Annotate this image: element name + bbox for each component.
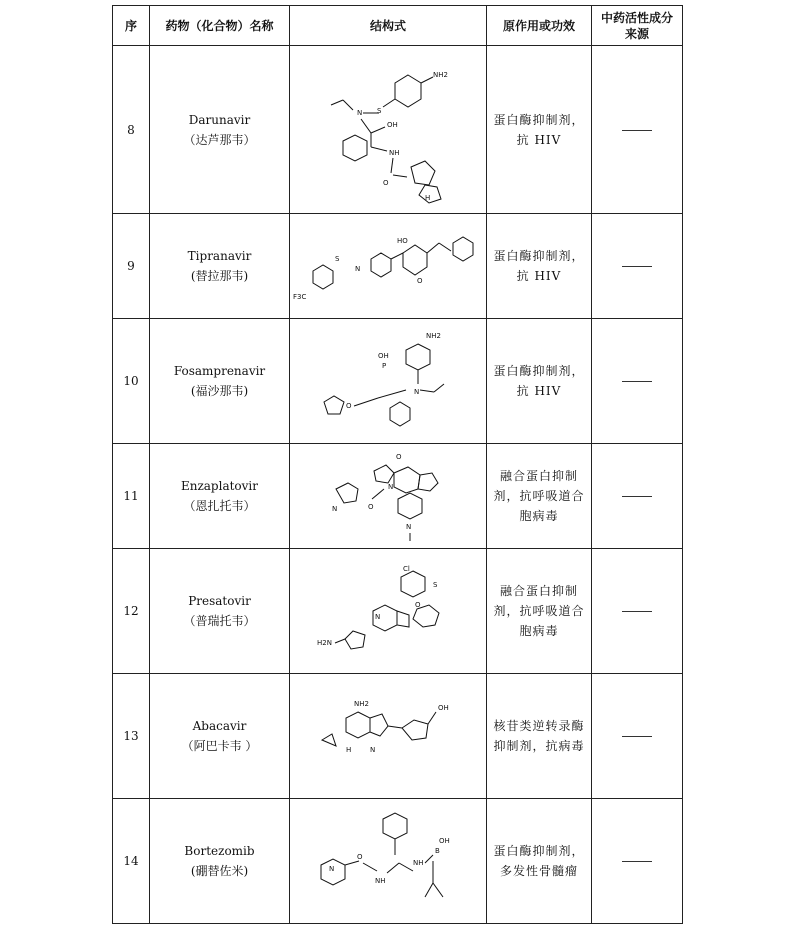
- atom-label: OH: [438, 704, 449, 712]
- atom-label: N: [332, 504, 338, 513]
- table-row: [113, 549, 683, 674]
- structure-cell: [290, 319, 487, 444]
- atom-label: S: [377, 106, 382, 115]
- structure-image: [293, 231, 483, 301]
- atom-label: NH2: [354, 700, 369, 708]
- atom-label: N: [357, 108, 363, 117]
- atom-label: N: [375, 613, 381, 621]
- atom-label: NH2: [426, 332, 441, 340]
- drug-name-cn: （达芦那韦）: [183, 132, 256, 147]
- atom-label: O: [415, 601, 421, 609]
- structure-cell: [290, 46, 487, 214]
- effect-cell: [487, 46, 592, 214]
- atom-label: N: [329, 865, 335, 873]
- drug-name-cn: (替拉那韦): [190, 269, 249, 283]
- atom-label: NH: [413, 859, 424, 867]
- effect-text: 蛋白酶抑制剂，抗 HIV: [493, 364, 585, 398]
- effect-text: 核苷类逆转录酶抑制剂，抗病毒: [493, 719, 585, 753]
- drug-name-cn: (硼替佐米): [190, 864, 249, 878]
- row-number: 9: [113, 214, 150, 319]
- drug-name-cell: [150, 549, 290, 674]
- drug-name-cn: （阿巴卡韦 ）: [181, 739, 258, 753]
- tcm-cell: [592, 46, 683, 214]
- atom-label: O: [396, 452, 402, 461]
- drug-name-en: Fosamprenavir: [173, 364, 266, 378]
- drug-name-en: Presatovir: [188, 594, 251, 608]
- atom-label: NH: [375, 877, 386, 885]
- tcm-cell: [592, 319, 683, 444]
- structure-image: [328, 449, 448, 544]
- atom-label: Cl: [403, 565, 410, 573]
- drug-name-cell: [150, 46, 290, 214]
- atom-label: O: [357, 853, 363, 861]
- effect-cell: [487, 549, 592, 674]
- table-row: [113, 214, 683, 319]
- structure-image: [318, 326, 458, 436]
- effect-cell: [487, 674, 592, 799]
- atom-label: NH2: [433, 70, 448, 79]
- header-name: 药物（化合物）名称: [150, 6, 290, 46]
- empty-dash: [622, 266, 652, 267]
- effect-text: 蛋白酶抑制剂，抗 HIV: [493, 112, 585, 147]
- empty-dash: [622, 496, 652, 497]
- atom-label: F3C: [293, 293, 307, 301]
- structure-image: [313, 811, 463, 911]
- atom-label: OH: [387, 120, 398, 129]
- atom-label: N: [406, 522, 412, 531]
- drug-name-cell: [150, 444, 290, 549]
- effect-cell: [487, 319, 592, 444]
- table-row: [113, 674, 683, 799]
- tcm-cell: [592, 214, 683, 319]
- drug-name-en: Abacavir: [192, 719, 247, 733]
- drug-name-cell: [150, 674, 290, 799]
- atom-label: P: [382, 362, 387, 370]
- atom-label: O: [346, 402, 352, 410]
- atom-label: OH: [439, 837, 450, 845]
- header-row: [113, 6, 683, 46]
- row-number: 12: [113, 549, 150, 674]
- header-effect: 原作用或功效: [487, 6, 592, 46]
- structure-image: [313, 561, 463, 661]
- drug-name-cn: (福沙那韦): [190, 384, 249, 398]
- drug-name-en: Darunavir: [188, 112, 251, 127]
- table-row: [113, 444, 683, 549]
- table-row: [113, 46, 683, 214]
- effect-text: 蛋白酶抑制剂，抗 HIV: [493, 249, 585, 283]
- structure-cell: [290, 799, 487, 924]
- atom-label: S: [335, 255, 340, 263]
- drug-name-cn: （普瑞托韦）: [183, 614, 256, 628]
- atom-label: N: [355, 265, 361, 273]
- atom-label: O: [368, 502, 374, 511]
- atom-label: NH: [389, 148, 400, 157]
- atom-label: H: [346, 746, 352, 754]
- atom-label: H2N: [317, 639, 332, 647]
- drug-table: [112, 5, 683, 924]
- tcm-cell: [592, 799, 683, 924]
- row-number: 10: [113, 319, 150, 444]
- effect-cell: [487, 799, 592, 924]
- atom-label: O: [417, 277, 423, 285]
- structure-image: [313, 55, 463, 205]
- header-tcm: [592, 6, 683, 46]
- header-structure: 结构式: [290, 6, 487, 46]
- drug-name-cell: [150, 214, 290, 319]
- drug-name-cell: [150, 799, 290, 924]
- empty-dash: [622, 130, 652, 131]
- atom-label: OH: [378, 352, 389, 360]
- empty-dash: [622, 736, 652, 737]
- drug-name-en: Enzaplatovir: [180, 479, 259, 493]
- structure-image: [318, 696, 458, 776]
- row-number: 11: [113, 444, 150, 549]
- structure-cell: [290, 444, 487, 549]
- effect-text: 蛋白酶抑制剂，多发性骨髓瘤: [493, 844, 585, 878]
- tcm-cell: [592, 549, 683, 674]
- tcm-cell: [592, 674, 683, 799]
- atom-label: N: [370, 746, 376, 754]
- table-row: [113, 319, 683, 444]
- header-tcm-label: 中药活性成分来源: [600, 10, 673, 41]
- header-index: 序: [113, 6, 150, 46]
- atom-label: N: [388, 482, 394, 491]
- atom-label: H: [425, 193, 431, 202]
- row-number: 8: [113, 46, 150, 214]
- table-row: [113, 799, 683, 924]
- empty-dash: [622, 381, 652, 382]
- effect-text: 融合蛋白抑制剂，抗呼吸道合胞病毒: [493, 469, 585, 523]
- atom-label: S: [433, 581, 438, 589]
- empty-dash: [622, 861, 652, 862]
- structure-cell: [290, 214, 487, 319]
- atom-label: B: [435, 847, 440, 855]
- atom-label: O: [383, 178, 389, 187]
- drug-name-en: Bortezomib: [184, 844, 255, 858]
- effect-cell: [487, 214, 592, 319]
- structure-cell: [290, 674, 487, 799]
- atom-label: N: [414, 388, 420, 396]
- effect-text: 融合蛋白抑制剂，抗呼吸道合胞病毒: [493, 584, 585, 638]
- effect-cell: [487, 444, 592, 549]
- drug-name-cell: [150, 319, 290, 444]
- row-number: 13: [113, 674, 150, 799]
- empty-dash: [622, 611, 652, 612]
- structure-cell: [290, 549, 487, 674]
- row-number: 14: [113, 799, 150, 924]
- atom-label: HO: [397, 237, 408, 245]
- drug-name-cn: （恩扎托韦）: [183, 499, 256, 513]
- drug-name-en: Tipranavir: [187, 249, 252, 263]
- tcm-cell: [592, 444, 683, 549]
